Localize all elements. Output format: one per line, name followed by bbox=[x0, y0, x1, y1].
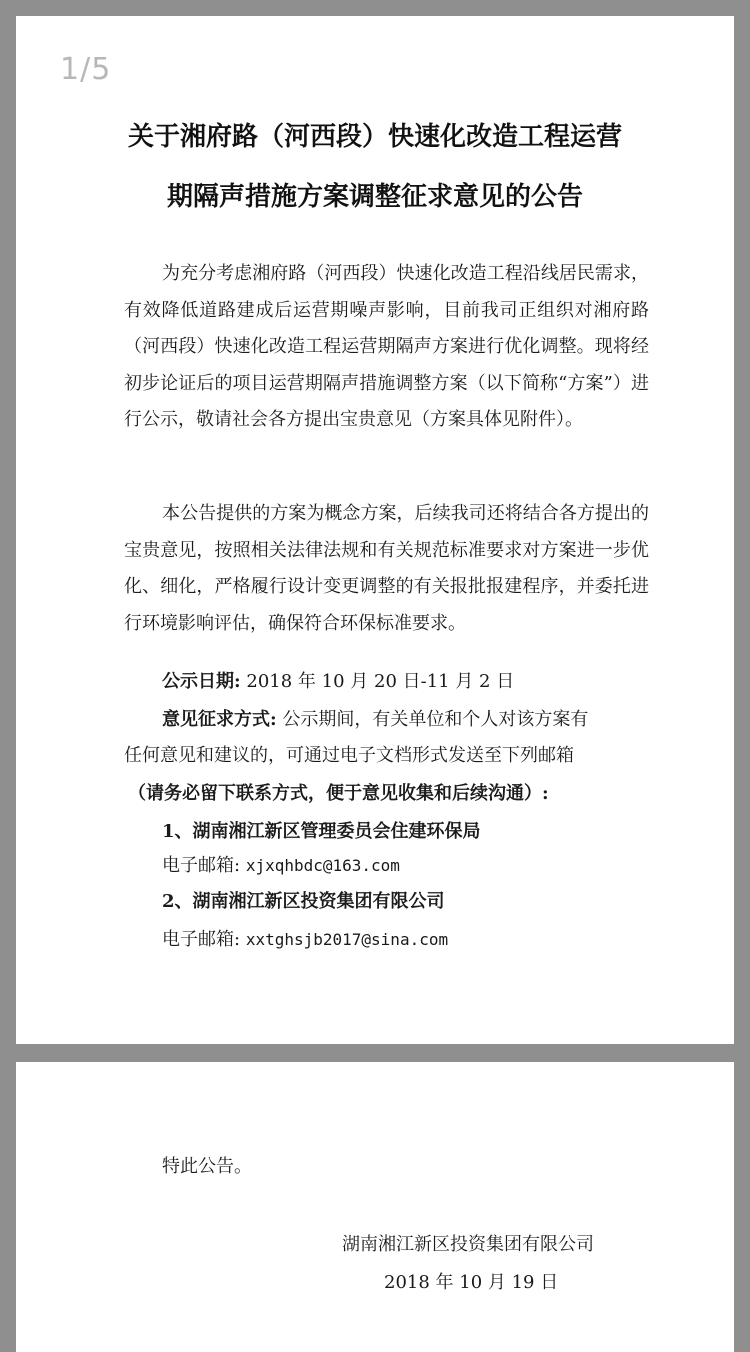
body-paragraph-1 bbox=[124, 256, 649, 439]
contact-org-1: 1、湖南湘江新区管理委员会住建环保局 bbox=[162, 821, 481, 842]
body-paragraph-1-text: 为充分考虑湘府路（河西段）快速化改造工程沿线居民需求，有效降低道路建成后运营期噪声影响，目前我司正组织对湘府路（河西段）快速化改造工程运营期隔声方案进行优化调整。现将经初步论证后的项目运营期隔声措施调整方案（以下简称“方案”）进行公示，敬请社会各方提出宝贵意见（方案具体见附件）。 bbox=[124, 263, 649, 430]
contact-email-2 bbox=[162, 922, 448, 958]
signature-date: 2018 年 10 月 19 日 bbox=[384, 1272, 559, 1293]
notice-date-label: 公示日期: bbox=[162, 671, 241, 692]
notice-date bbox=[162, 664, 514, 700]
method-text-1: 公示期间，有关单位和个人对该方案有 bbox=[282, 709, 589, 730]
email-label-1: 电子邮箱: bbox=[162, 855, 241, 876]
email-address-1: xjxqhbdc@163.com bbox=[245, 856, 400, 875]
method-label: 意见征求方式: bbox=[162, 709, 277, 730]
document-page-1 bbox=[16, 16, 734, 1044]
closing-text: 特此公告。 bbox=[162, 1156, 252, 1177]
method-line-2: 任何意见和建议的，可通过电子文档形式发送至下列邮箱 bbox=[124, 745, 574, 766]
method-line-3: （请务必留下联系方式，便于意见收集和后续沟通）: bbox=[128, 783, 549, 804]
signature-org: 湖南湘江新区投资集团有限公司 bbox=[342, 1234, 594, 1255]
body-paragraph-2-text: 本公告提供的方案为概念方案，后续我司还将结合各方提出的宝贵意见，按照相关法律法规和有关规范标准要求对方案进一步优化、细化，严格履行设计变更调整的有关报批报建程序，并委托进行环境影响评估，确保符合环保标准要求。 bbox=[124, 503, 649, 634]
document-title-line-2: 期隔声措施方案调整征求意见的公告 bbox=[166, 182, 583, 212]
email-label-2: 电子邮箱: bbox=[162, 929, 241, 950]
contact-org-2: 2、湖南湘江新区投资集团有限公司 bbox=[162, 891, 445, 912]
method-line-1 bbox=[162, 702, 588, 738]
notice-date-value: 2018 年 10 月 20 日-11 月 2 日 bbox=[246, 671, 515, 692]
document-page-2 bbox=[16, 1062, 734, 1352]
body-paragraph-2 bbox=[124, 496, 649, 642]
document-title-line-1: 关于湘府路（河西段）快速化改造工程运营 bbox=[127, 122, 622, 152]
contact-email-1 bbox=[162, 848, 400, 884]
page-indicator: 1/5 bbox=[60, 52, 112, 87]
email-address-2: xxtghsjb2017@sina.com bbox=[245, 930, 449, 949]
